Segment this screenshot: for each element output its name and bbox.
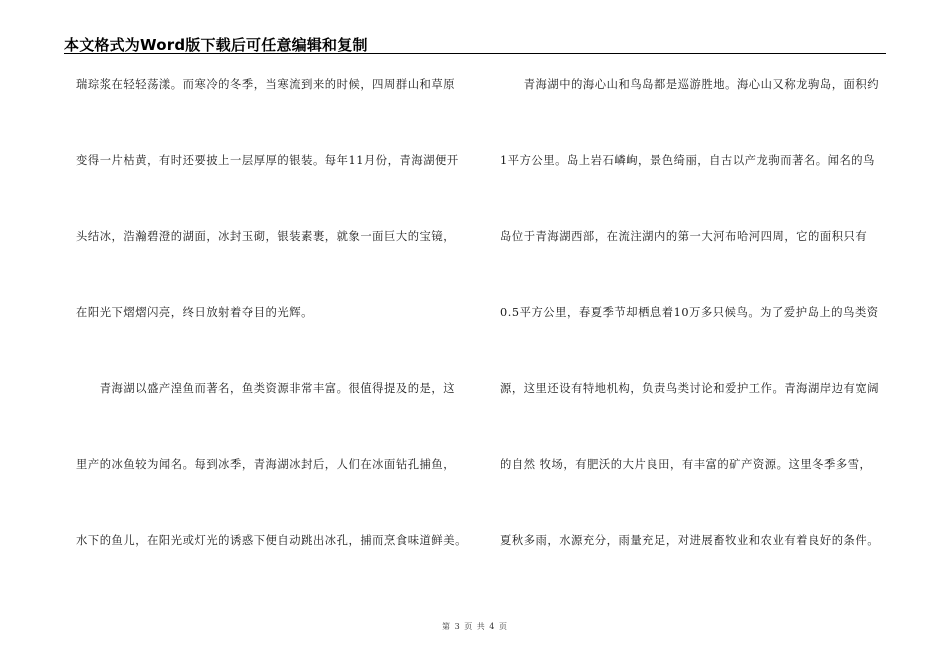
- right-paragraph-line: 0.5平方公里，春夏季节却栖息着10万多只候鸟。为了爱护岛上的鸟类资: [500, 306, 879, 319]
- left-paragraph-line: 头结冰，浩瀚碧澄的湖面，冰封玉砌，银装素裹，就象一面巨大的宝镜，: [76, 230, 456, 243]
- left-paragraph-line: 变得一片枯黄，有时还要披上一层厚厚的银装。每年11月份，青海湖便开: [76, 154, 459, 167]
- left-paragraph-line: 瑞琮浆在轻轻荡漾。而寒冷的冬季，当寒流到来的时候，四周群山和草原: [76, 78, 456, 91]
- right-paragraph-line: 源，这里还设有特地机构，负责鸟类讨论和爱护工作。青海湖岸边有宽阔: [500, 382, 880, 395]
- right-paragraph-line: 青海湖中的海心山和鸟岛都是巡游胜地。海心山又称龙驹岛，面积约: [500, 78, 880, 91]
- header-divider: [64, 53, 886, 54]
- left-paragraph-line: 水下的鱼儿，在阳光或灯光的诱惑下便自动跳出冰孔，捕而烹食味道鲜美。: [76, 534, 467, 547]
- page-number-footer: 第 3 页 共 4 页: [442, 622, 508, 631]
- right-paragraph-line: 夏秋多雨，水源充分，雨量充足，对进展畜牧业和农业有着良好的条件。: [500, 534, 880, 547]
- right-paragraph-line: 的自然 牧场，有肥沃的大片良田，有丰富的矿产资源。这里冬季多雪，: [500, 458, 872, 471]
- left-paragraph-line: 青海湖以盛产湟鱼而著名，鱼类资源非常丰富。很值得提及的是，这: [76, 382, 456, 395]
- right-paragraph-line: 1平方公里。岛上岩石嶙峋，景色绮丽，自古以产龙驹而著名。闻名的鸟: [500, 154, 875, 167]
- left-paragraph-line: 在阳光下熠熠闪亮，终日放射着夺目的光辉。: [76, 306, 313, 319]
- right-paragraph-line: 岛位于青海湖西部，在流注湖内的第一大河布哈河四周，它的面积只有: [500, 230, 868, 243]
- left-paragraph-line: 里产的冰鱼较为闻名。每到冰季，青海湖冰封后，人们在冰面钻孔捕鱼，: [76, 458, 456, 471]
- document-header-title: 本文格式为Word版下载后可任意编辑和复制: [64, 36, 368, 54]
